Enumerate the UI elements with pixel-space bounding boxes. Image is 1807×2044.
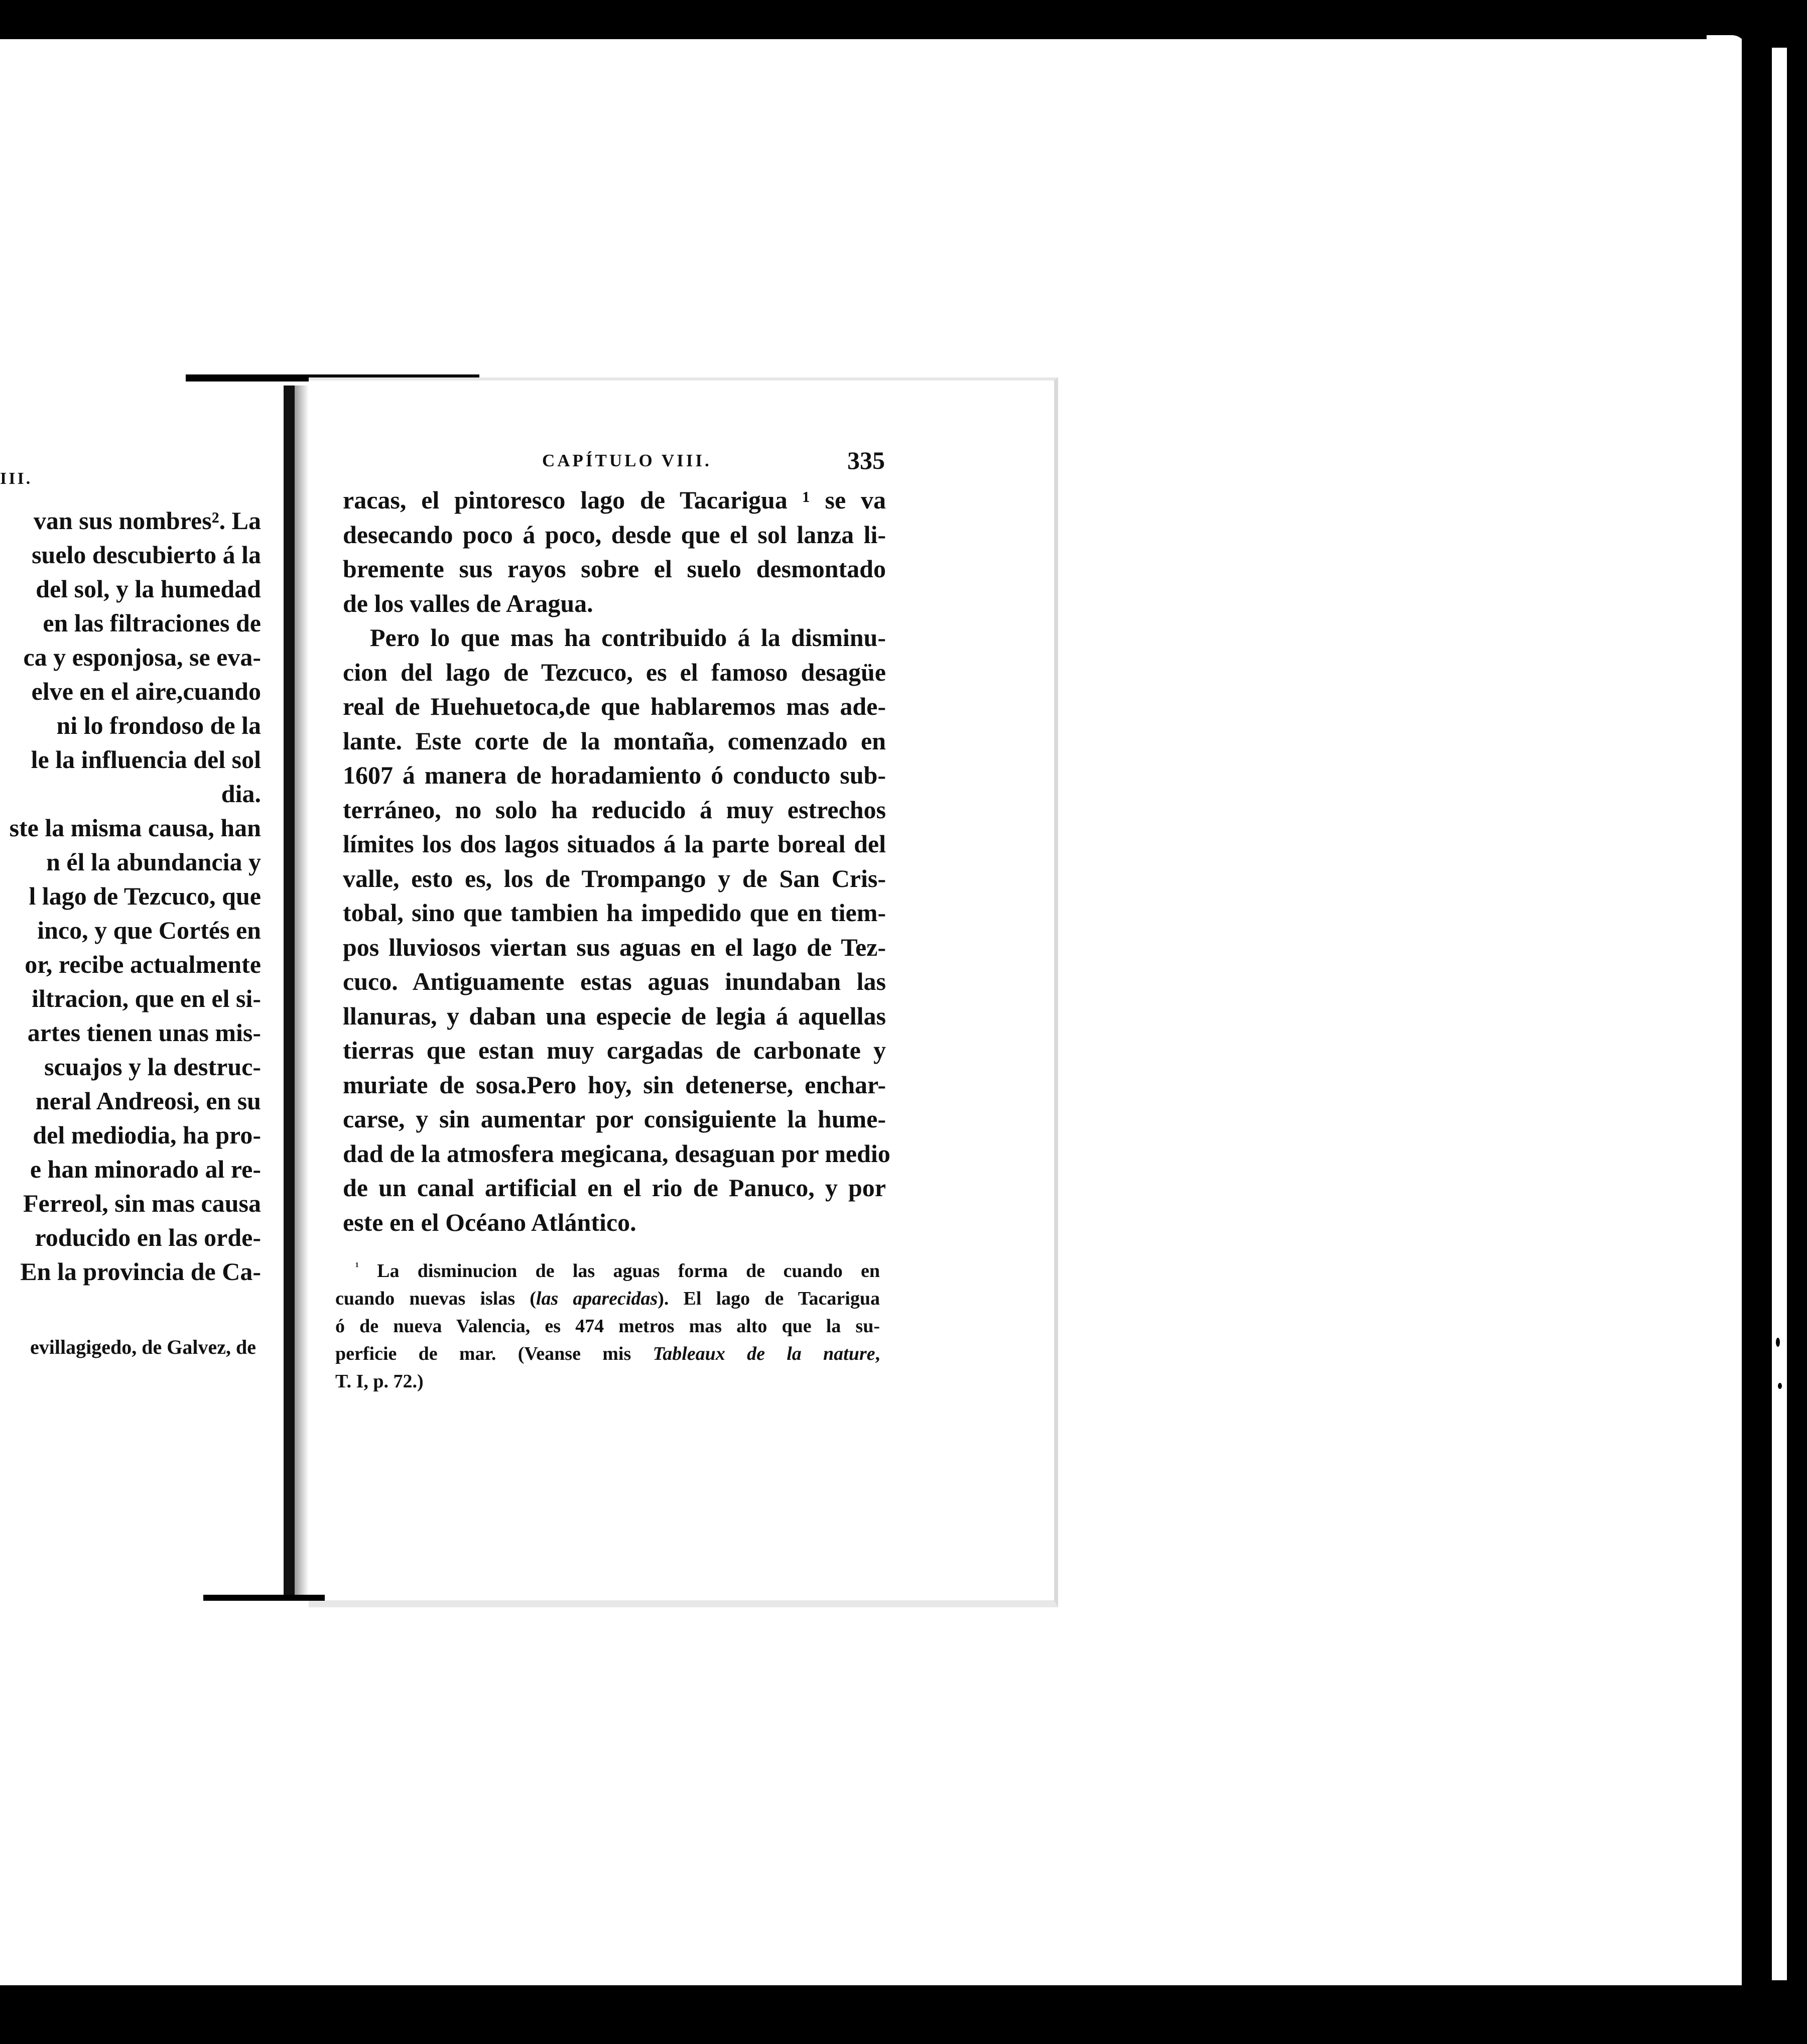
paragraph-2-line: cuco. Antiguamente estas aguas inundaban las xyxy=(343,967,886,995)
left-text-line: dia. xyxy=(221,780,261,808)
paragraph-2-line: 1607 á manera de horadamiento ó conducto sub- xyxy=(343,761,886,789)
running-head: CAPÍTULO VIII. xyxy=(542,451,712,470)
left-text-line: ca y esponjosa, se eva- xyxy=(23,643,261,671)
left-text-line: En la provincia de Ca- xyxy=(20,1257,261,1286)
left-text-line: del mediodia, ha pro- xyxy=(33,1121,261,1149)
paragraph-1-line: de los valles de Aragua. xyxy=(343,589,593,617)
paragraph-1-line: desecando poco á poco, desde que el sol lanza li- xyxy=(343,520,886,549)
paragraph-2-line: cion del lago de Tezcuco, es el famoso desagüe xyxy=(343,658,886,686)
paragraph-1-line: racas, el pintoresco lago de Tacarigua ¹ se va xyxy=(343,486,886,514)
footnote xyxy=(335,1257,880,1395)
footnote-book-title: Tableaux de la nature xyxy=(653,1343,875,1364)
paragraph-2-line: límites los dos lagos situados á la parte boreal del xyxy=(343,830,886,858)
paragraph-2-line: tobal, sino que tambien ha impedido que en tiem- xyxy=(343,899,886,927)
left-text-line: l lago de Tezcuco, que xyxy=(29,882,261,910)
left-text-line: scuajos y la destruc- xyxy=(44,1053,261,1081)
paragraph-2-line: muriate de sosa.Pero hoy, sin detenerse, enchar- xyxy=(343,1070,886,1099)
paragraph-2-line: llanuras, y daban una especie de legia á aquellas xyxy=(343,1001,886,1030)
footnote-line-4: perficie de mar. (Veanse mis Tableaux de la nature, xyxy=(335,1343,880,1364)
paragraph-2-line: dad de la atmosfera megicana, desaguan por medio xyxy=(343,1139,890,1168)
left-text-line: artes tienen unas mis- xyxy=(27,1018,261,1047)
left-text-line: le la influencia del sol xyxy=(31,745,261,774)
paragraph-2-line: lante. Este corte de la montaña, comenzado en xyxy=(343,726,886,755)
left-text-line: or, recibe actualmente xyxy=(25,950,261,978)
footnote-line-3: ó de nueva Valencia, es 474 metros mas alto que la su- xyxy=(335,1316,880,1337)
scan-border-bottom xyxy=(0,1985,1807,2044)
left-text-line: roducido en las orde- xyxy=(35,1223,261,1251)
paragraph-2-line: terráneo, no solo ha reducido á muy estrechos xyxy=(343,795,886,824)
footnote-italic-term: las aparecidas xyxy=(536,1288,658,1309)
paragraph-2-line: tierras que estan muy cargadas de carbonate y xyxy=(343,1036,886,1064)
scan-speck xyxy=(1776,1338,1780,1347)
left-text-line: elve en el aire,cuando xyxy=(31,677,261,705)
left-page-footnote: evillagigedo, de Galvez, de xyxy=(30,1336,256,1358)
footnote-line-1: $^{^1}$ La disminucion de las aguas forma de cuando en xyxy=(355,1260,880,1282)
left-text-line: suelo descubierto á la xyxy=(32,541,261,569)
left-text-line: Ferreol, sin mas causa xyxy=(23,1189,261,1217)
left-text-line: en las filtraciones de xyxy=(43,609,261,637)
paragraph-2-line: carse, y sin aumentar por consiguiente la hume- xyxy=(343,1105,886,1133)
left-text-line: iltracion, que en el si- xyxy=(32,984,261,1012)
paragraph-2-line: real de Huehuetoca,de que hablaremos mas ade- xyxy=(343,692,886,720)
left-text-line: ni lo frondoso de la xyxy=(56,711,261,739)
book-spine xyxy=(284,386,295,1595)
gutter-rule-bottom xyxy=(203,1595,325,1601)
paragraph-2-line: este en el Océano Atlántico. xyxy=(343,1208,636,1236)
left-text-line: neral Andreosi, en su xyxy=(35,1087,261,1115)
scan-speck xyxy=(1563,29,1569,34)
scan-speck xyxy=(1778,1383,1782,1389)
paragraph-2-line: de un canal artificial en el rio de Panuco, y por xyxy=(343,1174,886,1202)
scan-border-gap xyxy=(1772,48,1787,1980)
left-page-text xyxy=(0,503,261,1289)
left-text-line: e han minorado al re- xyxy=(30,1155,261,1183)
body-text xyxy=(343,483,890,1239)
left-text-line: van sus nombres². La xyxy=(33,506,261,535)
page-number: 335 xyxy=(847,446,885,474)
spine-shadow xyxy=(295,386,309,1595)
scan-border-top xyxy=(0,0,1807,39)
left-text-line: inco, y que Cortés en xyxy=(37,916,261,944)
scan-margin xyxy=(1707,35,1747,1988)
paragraph-1-line: bremente sus rayos sobre el suelo desmontado xyxy=(343,555,886,583)
paragraph-2-line: pos lluviosos viertan sus aguas en el lago de Tez- xyxy=(343,933,886,961)
paragraph-2-line: Pero lo que mas ha contribuido á la disminu- xyxy=(370,623,886,652)
footnote-marker: ¹ xyxy=(355,1260,359,1273)
footnote-line-2: cuando nuevas islas (las aparecidas). El lago de Tacarigua xyxy=(335,1288,880,1309)
left-text-line: n él la abundancia y xyxy=(46,848,261,876)
left-text-line: del sol, y la humedad xyxy=(36,575,261,603)
left-running-head: III. xyxy=(0,469,33,488)
footnote-line-5: T. I, p. 72.) xyxy=(335,1371,424,1392)
left-text-line: ste la misma causa, han xyxy=(9,814,261,842)
paragraph-2-line: valle, esto es, los de Trompango y de San Cris- xyxy=(343,864,886,892)
